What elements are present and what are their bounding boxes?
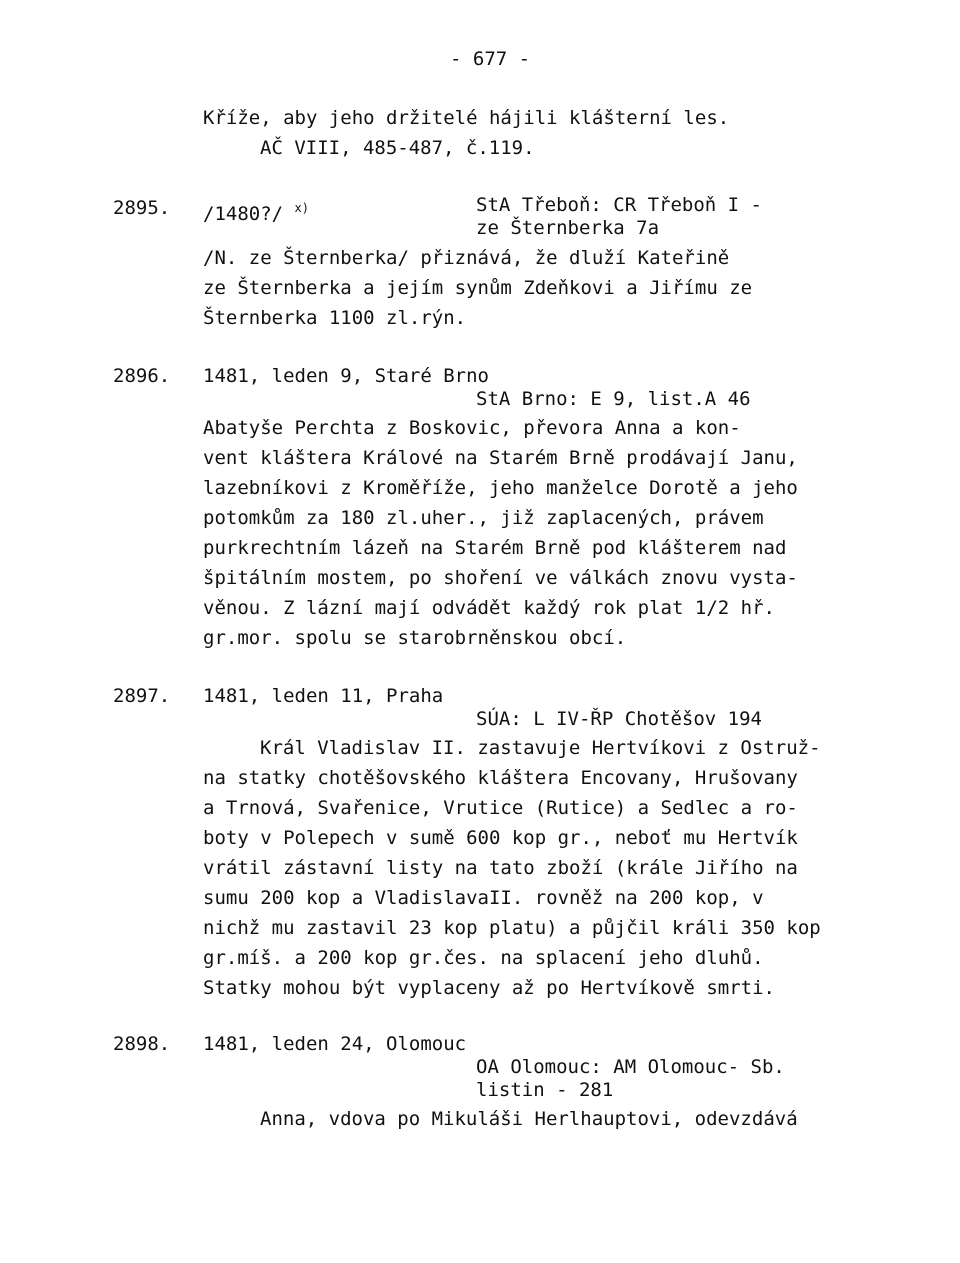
entry-date: 1481, leden 24, Olomouc: [203, 1033, 467, 1055]
entry-text-line: purkrechtním lázeň na Starém Brně pod klášterem nad: [203, 537, 787, 559]
entry-text-line: věnou. Z lázní mají odvádět každý rok plat 1/2 hř.: [203, 597, 775, 619]
entry-source: OA Olomouc: AM Olomouc- Sb.: [476, 1056, 785, 1078]
entry-text-line: lazebníkovi z Kroměříže, jeho manželce Dorotě a jeho: [203, 477, 798, 499]
entry-text-line: gr.mor. spolu se starobrněnskou obcí.: [203, 627, 627, 649]
entry-text-line: Král Vladislav II. zastavuje Hertvíkovi z Ostruž-: [260, 737, 821, 759]
entry-source: listin - 281: [476, 1079, 614, 1101]
entry-text-line: vent kláštera Králové na Starém Brně prodávají Janu,: [203, 447, 798, 469]
entry-text-line: vrátil zástavní listy na tato zboží (krále Jiřího na: [203, 857, 798, 879]
entry-date: 1481, leden 11, Praha: [203, 685, 444, 707]
entry-number: 2896.: [113, 365, 171, 387]
entry-number: 2895.: [113, 197, 171, 219]
entry-text-line: nichž mu zastavil 23 kop platu) a půjčil králi 350 kop: [203, 917, 821, 939]
entry-text-line: Anna, vdova po Mikuláši Herlhauptovi, odevzdává: [260, 1108, 798, 1130]
entry-text-line: Abatyše Perchta z Boskovic, převora Anna a kon-: [203, 417, 741, 439]
entry-number: 2898.: [113, 1033, 171, 1055]
entry-source: ze Šternberka 7a: [476, 217, 660, 239]
entry-source: StA Brno: E 9, list.A 46: [476, 388, 751, 410]
entry-text-line: špitálním mostem, po shoření ve válkách znovu vysta-: [203, 567, 798, 589]
continuation-line: Kříže, aby jeho držitelé hájili klášterní les.: [203, 107, 730, 129]
entry-text-line: /N. ze Šternberka/ přiznává, že dluží Kateřině: [203, 247, 730, 269]
entry-date: /1480?/ $^{x)}$: [203, 201, 309, 225]
entry-text-line: sumu 200 kop a VladislavaII. rovněž na 200 kop, v: [203, 887, 764, 909]
entry-number: 2897.: [113, 685, 171, 707]
page-number: - 677 -: [450, 48, 531, 70]
entry-text-line: na statky chotěšovského kláštera Encovany, Hrušovany: [203, 767, 798, 789]
continuation-citation: AČ VIII, 485-487, č.119.: [260, 137, 535, 159]
entry-date: 1481, leden 9, Staré Brno: [203, 365, 489, 387]
footnote-marker: x): [294, 201, 309, 215]
entry-text-line: potomkům za 180 zl.uher., již zaplacených, právem: [203, 507, 764, 529]
entry-source: SÚA: L IV-ŘP Chotěšov 194: [476, 708, 762, 730]
entry-text-line: Statky mohou být vyplaceny až po Hertvíkově smrti.: [203, 977, 775, 999]
entry-text-line: Šternberka 1100 zl.rýn.: [203, 307, 467, 329]
entry-text-line: ze Šternberka a jejím synům Zdeňkovi a Jiřímu ze: [203, 277, 753, 299]
entry-text-line: boty v Polepech v sumě 600 kop gr., neboť mu Hertvík: [203, 827, 798, 849]
entry-source: StA Třeboň: CR Třeboň I -: [476, 194, 762, 216]
entry-text-line: gr.míš. a 200 kop gr.čes. na splacení jeho dluhů.: [203, 947, 764, 969]
entry-text-line: a Trnová, Svařenice, Vrutice (Rutice) a Sedlec a ro-: [203, 797, 798, 819]
